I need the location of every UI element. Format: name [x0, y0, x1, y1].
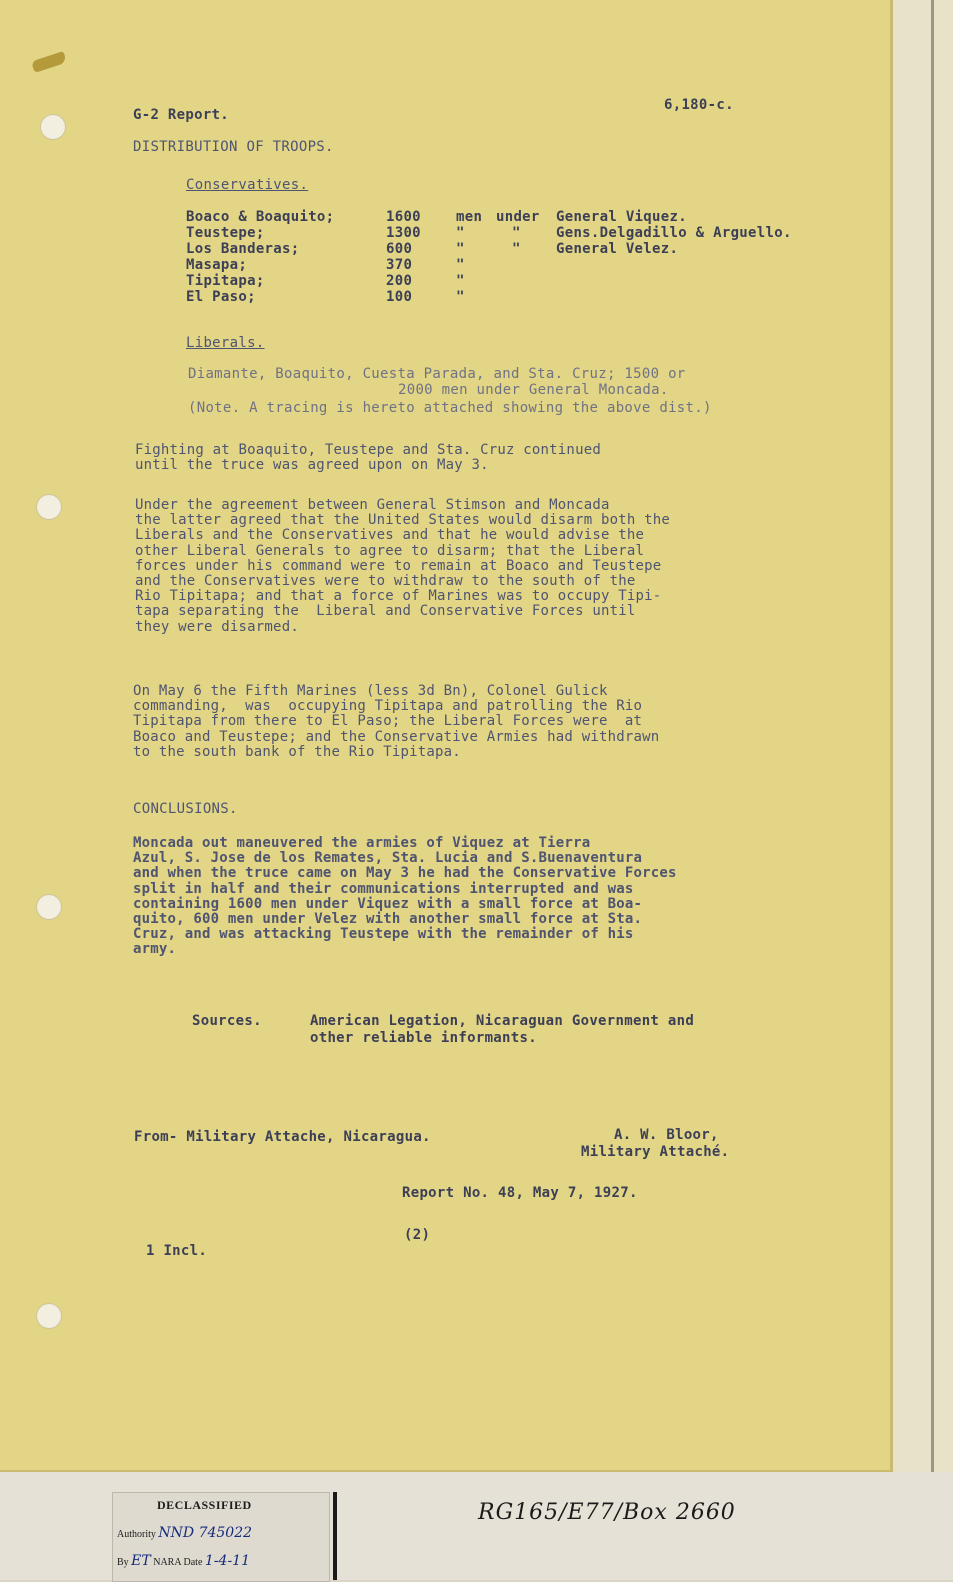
stamp-date-label: NARA Date — [153, 1557, 203, 1568]
stamp-authority-value: NND 745022 — [158, 1525, 253, 1541]
conservatives-men: " — [456, 257, 465, 273]
conservatives-place: Tipitapa; — [186, 273, 265, 289]
conservatives-heading: Conservatives. — [186, 177, 309, 193]
stamp-by-label: By — [117, 1557, 129, 1568]
stamp-divider — [333, 1492, 337, 1580]
liberals-line-2: 2000 men under General Moncada. — [398, 382, 669, 398]
paragraph-line: other Liberal Generals to agree to disarm; that the Liberal — [135, 542, 645, 559]
conservatives-men: " — [456, 241, 465, 257]
page-number: (2) — [404, 1227, 431, 1243]
stamp-title: DECLASSIFIED — [157, 1498, 252, 1512]
paragraph-line: Cruz, and was attacking Teustepe with the remainder of his — [133, 926, 634, 943]
paragraph-line: commanding, was occupying Tipitapa and patrolling the Rio — [133, 698, 643, 715]
conservatives-count: 370 — [386, 257, 413, 273]
stamp-date-value: 1-4-11 — [204, 1553, 250, 1569]
paragraph-fighting — [135, 443, 601, 473]
report-type: G-2 Report. — [133, 107, 230, 123]
paragraph-line: Liberals and the Conservatives and that he would advise the — [135, 527, 645, 544]
conservatives-place: Masapa; — [186, 257, 248, 273]
from-line: From- Military Attache, Nicaragua. — [134, 1129, 431, 1145]
report-number-date: Report No. 48, May 7, 1927. — [402, 1185, 638, 1201]
paragraph-line: Rio Tipitapa; and that a force of Marines was to occupy Tipi- — [135, 588, 662, 605]
conservatives-men: " — [456, 273, 465, 289]
paragraph-line: army. — [133, 941, 177, 958]
paragraph-line: forces under his command were to remain at Boaco and Teustepe — [135, 557, 662, 574]
conservatives-men: men — [456, 209, 483, 225]
paragraph-line: Boaco and Teustepe; and the Conservative Armies had withdrawn — [133, 728, 660, 745]
conservatives-men: " — [456, 225, 465, 241]
conservatives-place: Los Banderas; — [186, 241, 300, 257]
stamp-authority-label: Authority — [117, 1529, 156, 1540]
stamp-authority — [117, 1525, 252, 1541]
file-number: 6,180-c. — [664, 97, 734, 113]
sources-line-2: other reliable informants. — [310, 1030, 537, 1046]
conservatives-general: General Viquez. — [556, 209, 687, 225]
conservatives-count: 1600 — [386, 209, 421, 225]
paragraph-line: the latter agreed that the United States would disarm both the — [135, 512, 670, 529]
paragraph-line: Azul, S. Jose de los Remates, Sta. Lucia and S.Buenaventura — [133, 850, 643, 867]
signer-name: A. W. Bloor, — [614, 1127, 719, 1143]
paragraph-line: containing 1600 men under Viquez with a small force at Boa- — [133, 895, 643, 912]
conservatives-place: Boaco & Boaquito; — [186, 209, 335, 225]
paragraph-agreement — [135, 498, 670, 635]
conservatives-men: " — [456, 289, 465, 305]
stamp-by-value: ET — [131, 1553, 151, 1569]
paragraph-line: quito, 600 men under Velez with another small force at Sta. — [133, 911, 643, 928]
declassified-stamp — [112, 1492, 330, 1582]
archive-reference: RG165/E77/Box 2660 — [478, 1500, 736, 1525]
paragraph-conclusions — [133, 836, 677, 958]
enclosure-note: 1 Incl. — [146, 1243, 208, 1259]
paragraph-line: Tipitapa from there to El Paso; the Liberal Forces were at — [133, 713, 643, 730]
conservatives-ditto: " — [512, 225, 521, 241]
liberals-line-1: Diamante, Boaquito, Cuesta Parada, and Sta. Cruz; 1500 or — [188, 366, 686, 382]
conservatives-count: 100 — [386, 289, 413, 305]
page-edge — [931, 0, 934, 1472]
conservatives-place: El Paso; — [186, 289, 256, 305]
paragraph-line: Under the agreement between General Stimson and Moncada — [135, 497, 610, 513]
paragraph-line: Moncada out maneuvered the armies of Viquez at Tierra — [133, 835, 591, 851]
sources-label: Sources. — [192, 1013, 262, 1029]
conservatives-place: Teustepe; — [186, 225, 265, 241]
liberals-note: (Note. A tracing is hereto attached showing the above dist.) — [188, 400, 712, 416]
conservatives-ditto: " — [512, 241, 521, 257]
conservatives-general: Gens.Delgadillo & Arguello. — [556, 225, 792, 241]
punch-hole — [40, 114, 66, 140]
punch-hole — [36, 494, 62, 520]
paragraph-line: and when the truce came on May 3 he had the Conservative Forces — [133, 865, 677, 882]
paragraph-line: they were disarmed. — [135, 618, 299, 635]
paragraph-line: and the Conservatives were to withdraw to the south of the — [135, 573, 636, 590]
conservatives-count: 600 — [386, 241, 413, 257]
sources-line-1: American Legation, Nicaraguan Government and — [310, 1013, 695, 1029]
conservatives-under: under — [496, 209, 540, 225]
paragraph-line: On May 6 the Fifth Marines (less 3d Bn), Colonel Gulick — [133, 683, 608, 699]
paragraph-line: tapa separating the Liberal and Conservative Forces until — [135, 603, 636, 620]
document-title: DISTRIBUTION OF TROOPS. — [133, 139, 334, 155]
conclusions-heading: CONCLUSIONS. — [133, 801, 238, 817]
conservatives-count: 200 — [386, 273, 413, 289]
punch-hole — [36, 894, 62, 920]
conservatives-count: 1300 — [386, 225, 421, 241]
conservatives-general: General Velez. — [556, 241, 679, 257]
liberals-heading: Liberals. — [186, 335, 265, 351]
paragraph-may-6 — [133, 684, 659, 760]
stamp-by-date — [117, 1553, 250, 1569]
paragraph-line: to the south bank of the Rio Tipitapa. — [133, 743, 461, 760]
paragraph-line: split in half and their communications interrupted and was — [133, 880, 634, 897]
punch-hole — [36, 1303, 62, 1329]
page-margin-strip — [893, 0, 953, 1472]
paragraph-line: Fighting at Boaquito, Teustepe and Sta. Cruz continued — [135, 442, 601, 458]
signer-title: Military Attaché. — [581, 1144, 730, 1160]
paragraph-line: until the truce was agreed upon on May 3. — [135, 457, 489, 474]
